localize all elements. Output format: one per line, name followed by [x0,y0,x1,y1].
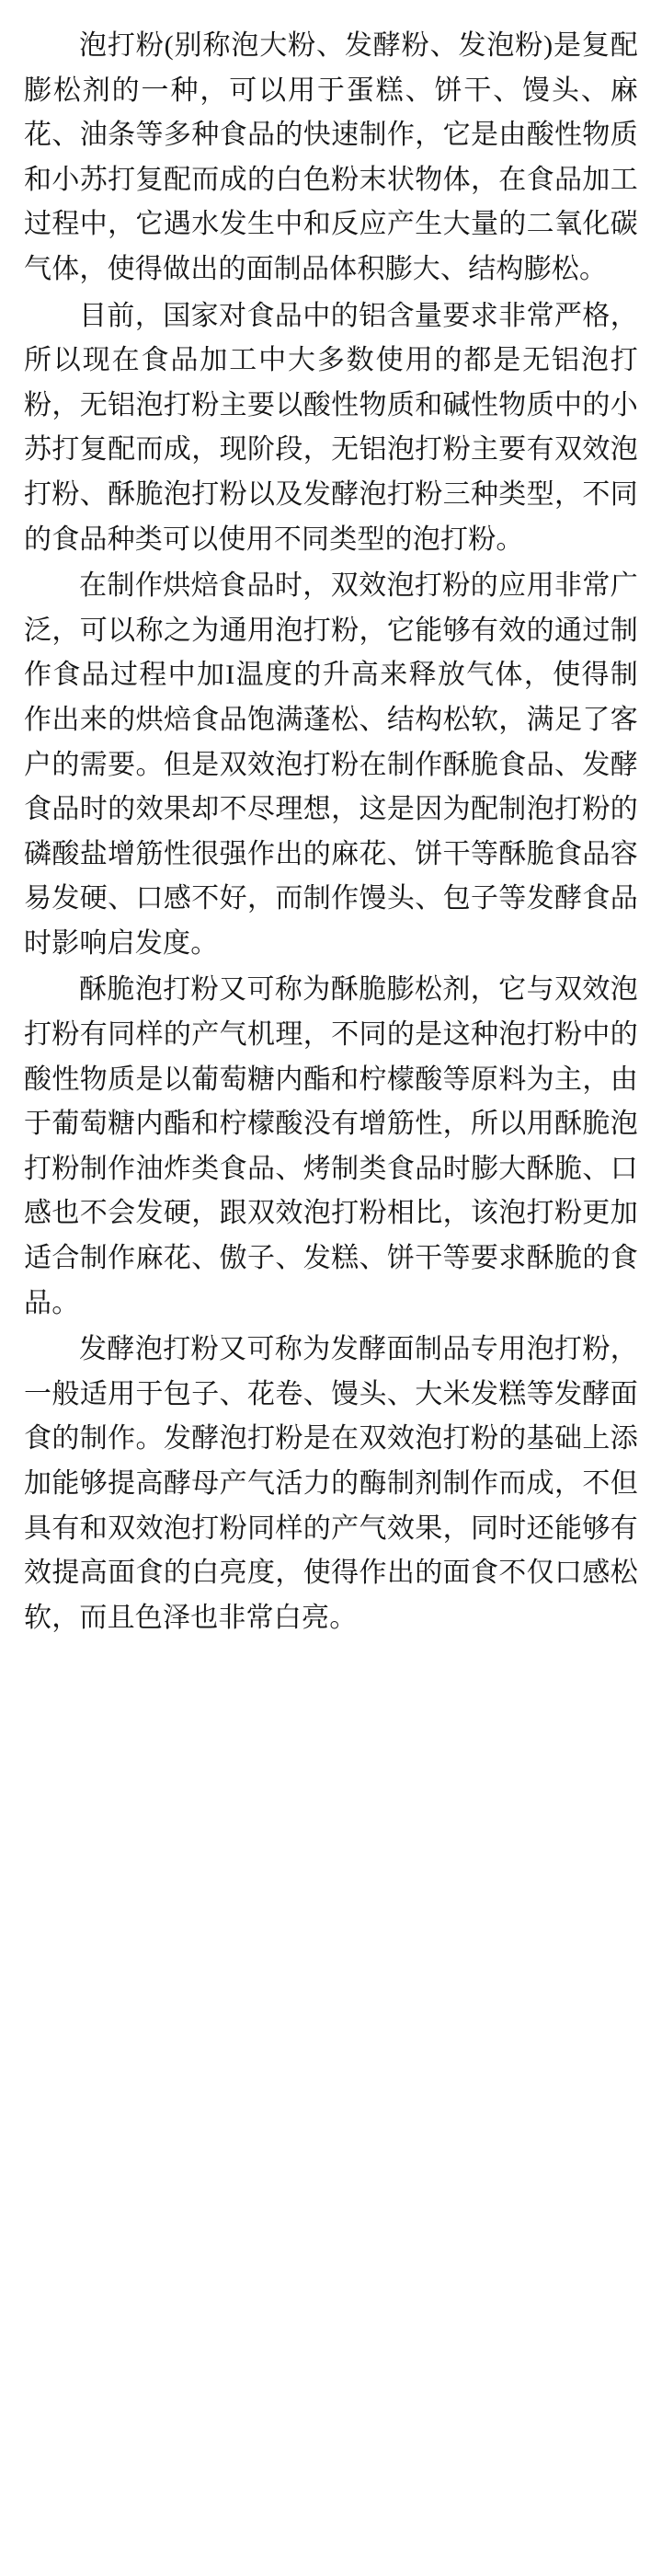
paragraph-5: 发酵泡打粉又可称为发酵面制品专用泡打粉，一般适用于包子、花卷、馒头、大米发糕等发酵面食的制作。发酵泡打粉是在双效泡打粉的基础上添加能够提高酵母产气活力的酶制剂制作而成，不但具有和双效泡打粉同样的产气效果，同时还能够有效提高面食的白亮度，使得作出的面食不仅口感松软，而且色泽也非常白亮。 [24,1334,638,1633]
paragraph-4: 酥脆泡打粉又可称为酥脆膨松剂，它与双效泡打粉有同样的产气机理，不同的是这种泡打粉中的酸性物质是以葡萄糖内酯和柠檬酸等原料为主，由于葡萄糖内酯和柠檬酸没有增筋性，所以用酥脆泡打粉制作油炸类食品、烤制类食品时膨大酥脆、口感也不会发硬，跟双效泡打粉相比，该泡打粉更加适合制作麻花、傲子、发糕、饼干等要求酥脆的食品。 [24,974,638,1318]
article-body [24,24,638,1640]
paragraph-2: 目前，国家对食品中的铝含量要求非常严格，所以现在食品加工中大多数使用的都是无铝泡打粉，无铝泡打粉主要以酸性物质和碱性物质中的小苏打复配而成，现阶段，无铝泡打粉主要有双效泡打粉、酥脆泡打粉以及发酵泡打粉三种类型，不同的食品种类可以使用不同类型的泡打粉。 [24,300,638,555]
paragraph-1: 泡打粉(别称泡大粉、发酵粉、发泡粉)是复配膨松剂的一种，可以用于蛋糕、饼干、馒头、麻花、油条等多种食品的快速制作，它是由酸性物质和小苏打复配而成的白色粉末状物体，在食品加工过程中，它遇水发生中和反应产生大量的二氧化碳气体，使得做出的面制品体积膨大、结构膨松。 [24,30,638,284]
paragraph-3: 在制作烘焙食品时，双效泡打粉的应用非常广泛，可以称之为通用泡打粉，它能够有效的通过制作食品过程中加I温度的升高来释放气体，使得制作出来的烘焙食品饱满蓬松、结构松软，满足了客户的需要。但是双效泡打粉在制作酥脆食品、发酵食品时的效果却不尽理想，这是因为配制泡打粉的磷酸盐增筋性很强作出的麻花、饼干等酥脆食品容易发硬、口感不好，而制作馒头、包子等发酵食品时影响启发度。 [24,570,638,959]
